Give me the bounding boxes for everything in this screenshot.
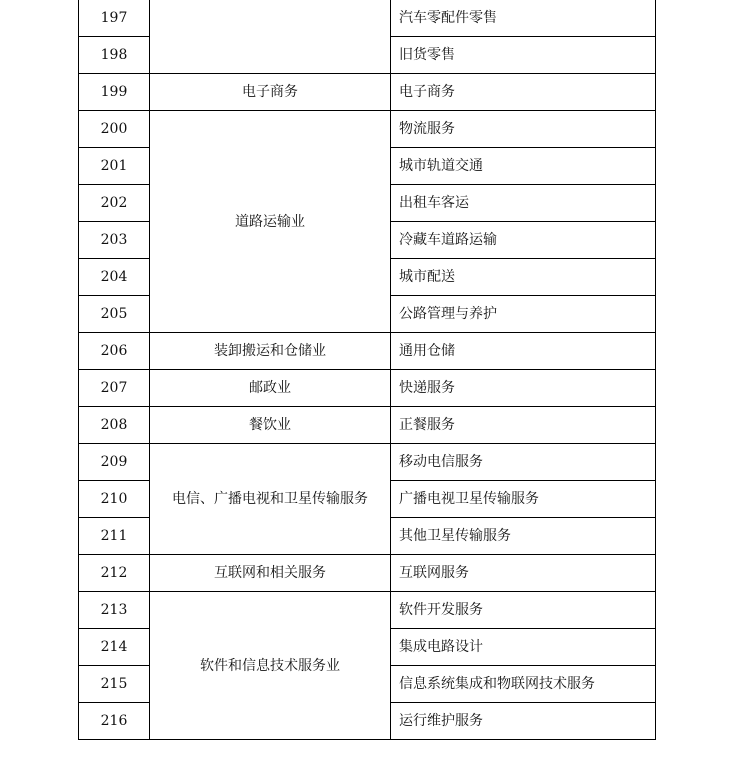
subcategory-cell: 电子商务 [391,74,656,111]
category-cell: 餐饮业 [150,407,391,444]
row-number: 203 [79,222,150,259]
table-row [79,444,656,481]
subcategory-cell: 信息系统集成和物联网技术服务 [391,666,656,703]
row-number: 198 [79,37,150,74]
subcategory-cell: 出租车客运 [391,185,656,222]
subcategory-cell: 物流服务 [391,111,656,148]
subcategory-cell: 汽车零配件零售 [391,0,656,37]
category-cell: 装卸搬运和仓储业 [150,333,391,370]
category-cell: 电子商务 [150,74,391,111]
row-number: 216 [79,703,150,740]
table-row [79,555,656,592]
row-number: 209 [79,444,150,481]
row-number: 211 [79,518,150,555]
category-cell: 电信、广播电视和卫星传输服务 [150,444,391,555]
row-number: 212 [79,555,150,592]
subcategory-cell: 运行维护服务 [391,703,656,740]
row-number: 215 [79,666,150,703]
table-body [79,0,656,740]
row-number: 208 [79,407,150,444]
subcategory-cell: 公路管理与养护 [391,296,656,333]
subcategory-cell: 城市轨道交通 [391,148,656,185]
table-row [79,592,656,629]
row-number: 200 [79,111,150,148]
row-number: 207 [79,370,150,407]
industry-table [78,0,656,740]
table-row [79,333,656,370]
row-number: 197 [79,0,150,37]
subcategory-cell: 移动电信服务 [391,444,656,481]
category-cell: 互联网和相关服务 [150,555,391,592]
subcategory-cell: 冷藏车道路运输 [391,222,656,259]
category-cell: 邮政业 [150,370,391,407]
subcategory-cell: 通用仓储 [391,333,656,370]
row-number: 213 [79,592,150,629]
subcategory-cell: 快递服务 [391,370,656,407]
row-number: 201 [79,148,150,185]
category-cell [150,0,391,74]
table-row [79,0,656,37]
row-number: 210 [79,481,150,518]
category-cell: 软件和信息技术服务业 [150,592,391,740]
table-row [79,111,656,148]
subcategory-cell: 集成电路设计 [391,629,656,666]
subcategory-cell: 互联网服务 [391,555,656,592]
row-number: 199 [79,74,150,111]
subcategory-cell: 城市配送 [391,259,656,296]
subcategory-cell: 广播电视卫星传输服务 [391,481,656,518]
row-number: 214 [79,629,150,666]
table-row [79,407,656,444]
subcategory-cell: 软件开发服务 [391,592,656,629]
row-number: 206 [79,333,150,370]
subcategory-cell: 正餐服务 [391,407,656,444]
subcategory-cell: 旧货零售 [391,37,656,74]
row-number: 205 [79,296,150,333]
table-row [79,74,656,111]
row-number: 202 [79,185,150,222]
row-number: 204 [79,259,150,296]
category-cell: 道路运输业 [150,111,391,333]
subcategory-cell: 其他卫星传输服务 [391,518,656,555]
table-row [79,370,656,407]
